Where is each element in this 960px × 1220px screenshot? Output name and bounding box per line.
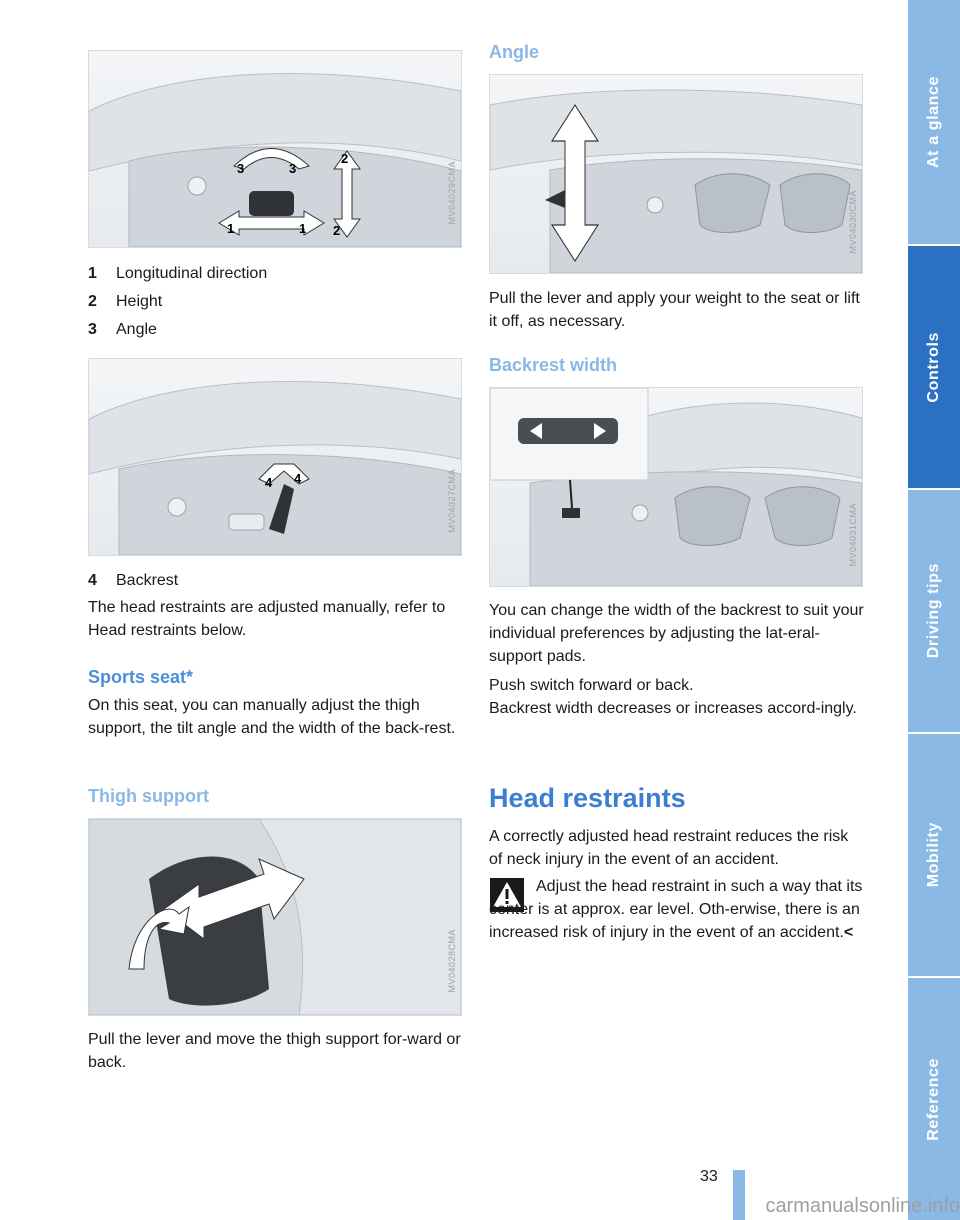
- tab-reference[interactable]: [908, 978, 960, 1220]
- thigh-support-figure: [88, 818, 462, 1016]
- svg-text:2: 2: [341, 151, 349, 166]
- backrest-figure: [88, 358, 462, 556]
- svg-text:1: 1: [227, 221, 235, 236]
- svg-text:2: 2: [333, 223, 341, 238]
- figure-code: MV04030CMA: [848, 190, 858, 254]
- item-label: Longitudinal direction: [116, 265, 268, 282]
- svg-text:3: 3: [289, 161, 297, 176]
- figure-code: MV04028CMA: [447, 929, 457, 993]
- section-heading: Sports seat*: [88, 667, 194, 687]
- subsection-heading: Angle: [489, 42, 540, 62]
- svg-text:4: 4: [265, 475, 273, 490]
- list-item: [88, 292, 162, 312]
- tab-driving-tips[interactable]: [908, 490, 960, 734]
- tab-controls[interactable]: [908, 246, 960, 490]
- subsection-heading: Backrest width: [489, 355, 618, 375]
- figure-code: MV04029CMA: [447, 161, 457, 225]
- list-item: [88, 264, 267, 284]
- item-label: Backrest: [116, 572, 179, 589]
- thigh-support-illustration: [89, 819, 461, 1015]
- item-number: 3: [88, 321, 97, 338]
- paragraph: Backrest width decreases or increases accord-ingly.: [489, 700, 857, 717]
- paragraph: Push switch forward or back.: [489, 677, 694, 694]
- backrest-illustration: [89, 359, 461, 555]
- item-label: Angle: [116, 321, 157, 338]
- svg-text:4: 4: [294, 471, 302, 486]
- warning-body: Adjust the head restraint in such a way that its center is at approx. ear level. Oth-erwise, there is an increased risk of injury in the event of an accident.: [489, 878, 863, 941]
- warning-text: [489, 875, 864, 944]
- subsection-heading: Thigh support: [88, 786, 209, 806]
- svg-text:1: 1: [299, 221, 307, 236]
- tab-label: At a glance: [925, 76, 942, 168]
- list-item: [88, 571, 178, 591]
- paragraph: Pull the lever and apply your weight to the seat or lift it off, as necessary.: [489, 290, 860, 330]
- angle-figure: [489, 74, 863, 274]
- watermark: carmanualsonline.info: [765, 1195, 960, 1217]
- paragraph: The head restraints are adjusted manually, refer to Head restraints below.: [88, 599, 446, 639]
- backrest-width-illustration: [490, 388, 862, 586]
- tab-label: Reference: [925, 1057, 942, 1141]
- item-number: 2: [88, 293, 97, 310]
- end-mark: <: [843, 924, 854, 941]
- item-label: Height: [116, 293, 163, 310]
- tab-at-a-glance[interactable]: [908, 0, 960, 246]
- angle-illustration: [490, 75, 862, 273]
- item-number: 1: [88, 265, 97, 282]
- figure-code: MV04031CMA: [848, 503, 858, 567]
- page-marker: [733, 1170, 745, 1220]
- paragraph: Pull the lever and move the thigh support for-ward or back.: [88, 1031, 461, 1071]
- backrest-width-figure: [489, 387, 863, 587]
- paragraph: A correctly adjusted head restraint reduces the risk of neck injury in the event of an accident.: [489, 828, 849, 868]
- paragraph: On this seat, you can manually adjust the thigh support, the tilt angle and the width of the back-rest.: [88, 697, 456, 737]
- page-number: 33: [700, 1168, 718, 1185]
- tab-mobility[interactable]: [908, 734, 960, 978]
- tab-label: Driving tips: [925, 563, 942, 659]
- seat-adjust-figure: [88, 50, 462, 248]
- seat-adjust-illustration: [89, 51, 461, 247]
- svg-text:3: 3: [237, 161, 245, 176]
- item-number: 4: [88, 572, 97, 589]
- section-heading: Head restraints: [489, 783, 686, 813]
- figure-code: MV04027CMA: [447, 469, 457, 533]
- list-item: [88, 320, 157, 340]
- paragraph: You can change the width of the backrest to suit your individual preferences by adjusting the lat-eral-support pads.: [489, 602, 864, 665]
- tab-label: Controls: [925, 331, 942, 403]
- tab-label: Mobility: [925, 822, 942, 888]
